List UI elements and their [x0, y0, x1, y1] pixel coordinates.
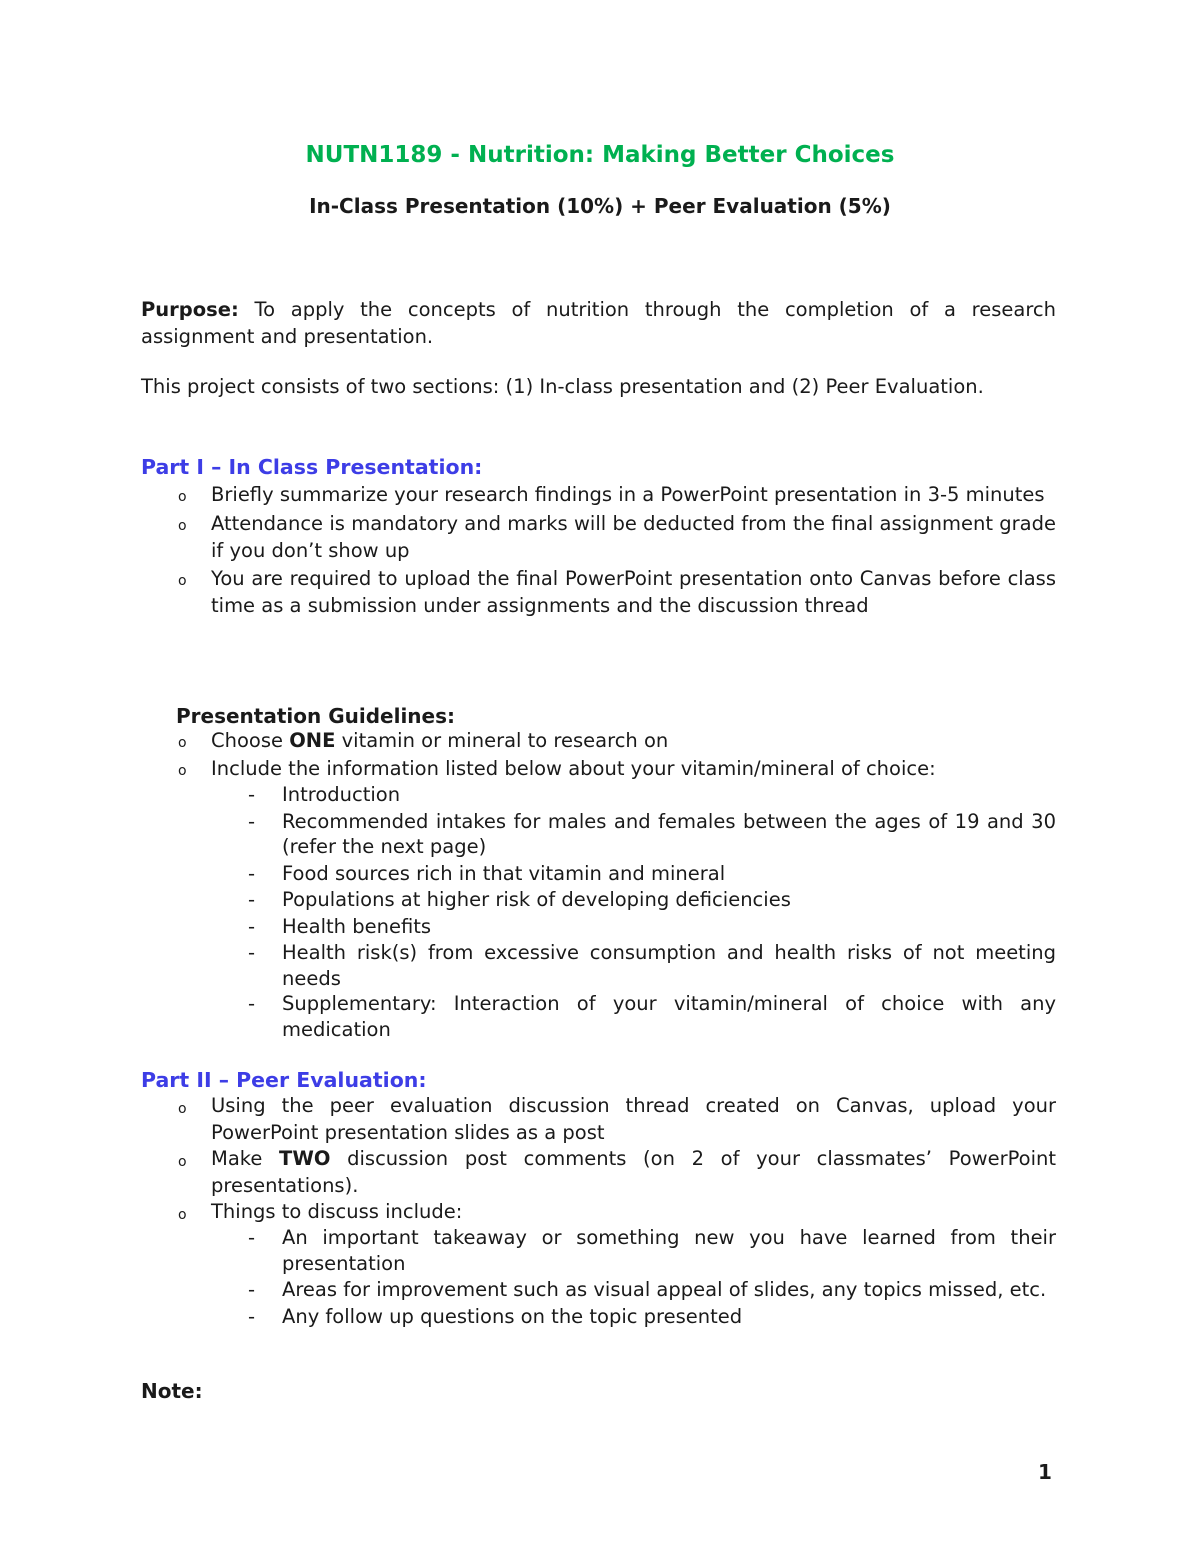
- list-item: - Food sources rich in that vitamin and mineral: [246, 861, 1056, 887]
- document-title: NUTN1189 - Nutrition: Making Better Choices: [305, 142, 895, 168]
- list-item: o Using the peer evaluation discussion thread created on Canvas, upload your PowerPoint presentation slides as a post: [176, 1093, 1056, 1146]
- list-item: - Populations at higher risk of developing deficiencies: [246, 887, 1056, 913]
- guideline-one: ONE: [289, 729, 336, 752]
- list-item: - Any follow up questions on the topic presented: [246, 1304, 1056, 1330]
- list-item: - Health benefits: [246, 914, 1056, 940]
- list-item: o Include the information listed below about your vitamin/mineral of choice:: [176, 755, 1056, 783]
- note-label: Note:: [141, 1379, 203, 1403]
- list-item: - Health risk(s) from excessive consumption and health risks of not meeting needs: [246, 940, 1056, 991]
- purpose-paragraph: [141, 297, 1056, 350]
- guidelines-sublist: [246, 782, 1056, 1042]
- list-item: o Things to discuss include:: [176, 1199, 1056, 1226]
- list-item: o Briefly summarize your research findings in a PowerPoint presentation in 3-5 minutes: [176, 481, 1056, 509]
- discussion-text: discussion post comments (on 2 of your classmates’ PowerPoint presentations).: [211, 1147, 1057, 1197]
- part2-sublist: [246, 1225, 1056, 1329]
- list-item: - Recommended intakes for males and females between the ages of 19 and 30 (refer the next page): [246, 809, 1056, 860]
- purpose-text: To apply the concepts of nutrition through the completion of a research assignment and presentation.: [141, 298, 1056, 348]
- page-number: 1: [1038, 1460, 1052, 1484]
- part2-heading: Part II – Peer Evaluation:: [141, 1068, 427, 1092]
- guideline-choose: Choose: [211, 729, 283, 752]
- project-intro: This project consists of two sections: (1) In-class presentation and (2) Peer Evaluation.: [141, 375, 984, 398]
- guidelines-heading: Presentation Guidelines:: [176, 704, 456, 728]
- list-item: - Introduction: [246, 782, 1056, 808]
- document-subtitle: In-Class Presentation (10%) + Peer Evaluation (5%): [309, 194, 891, 218]
- list-item: [176, 1146, 1056, 1199]
- list-item: - Supplementary: Interaction of your vitamin/mineral of choice with any medication: [246, 991, 1056, 1042]
- part1-list: [176, 481, 1056, 620]
- guideline-choose-rest: vitamin or mineral to research on: [341, 729, 669, 752]
- two-text: TWO: [279, 1147, 331, 1170]
- part2-list: [176, 1093, 1056, 1226]
- list-item: o You are required to upload the final PowerPoint presentation onto Canvas before class time as a submission under assignments and the discussion thread: [176, 565, 1056, 620]
- list-item: - An important takeaway or something new you have learned from their presentation: [246, 1225, 1056, 1276]
- make-text: Make: [211, 1147, 263, 1170]
- part1-heading: Part I – In Class Presentation:: [141, 455, 483, 479]
- list-item: [176, 727, 1056, 755]
- guidelines-list: [176, 727, 1056, 782]
- purpose-label: Purpose:: [141, 298, 239, 321]
- list-item: - Areas for improvement such as visual appeal of slides, any topics missed, etc.: [246, 1277, 1056, 1303]
- list-item: o Attendance is mandatory and marks will be deducted from the final assignment grade if you don’t show up: [176, 510, 1056, 565]
